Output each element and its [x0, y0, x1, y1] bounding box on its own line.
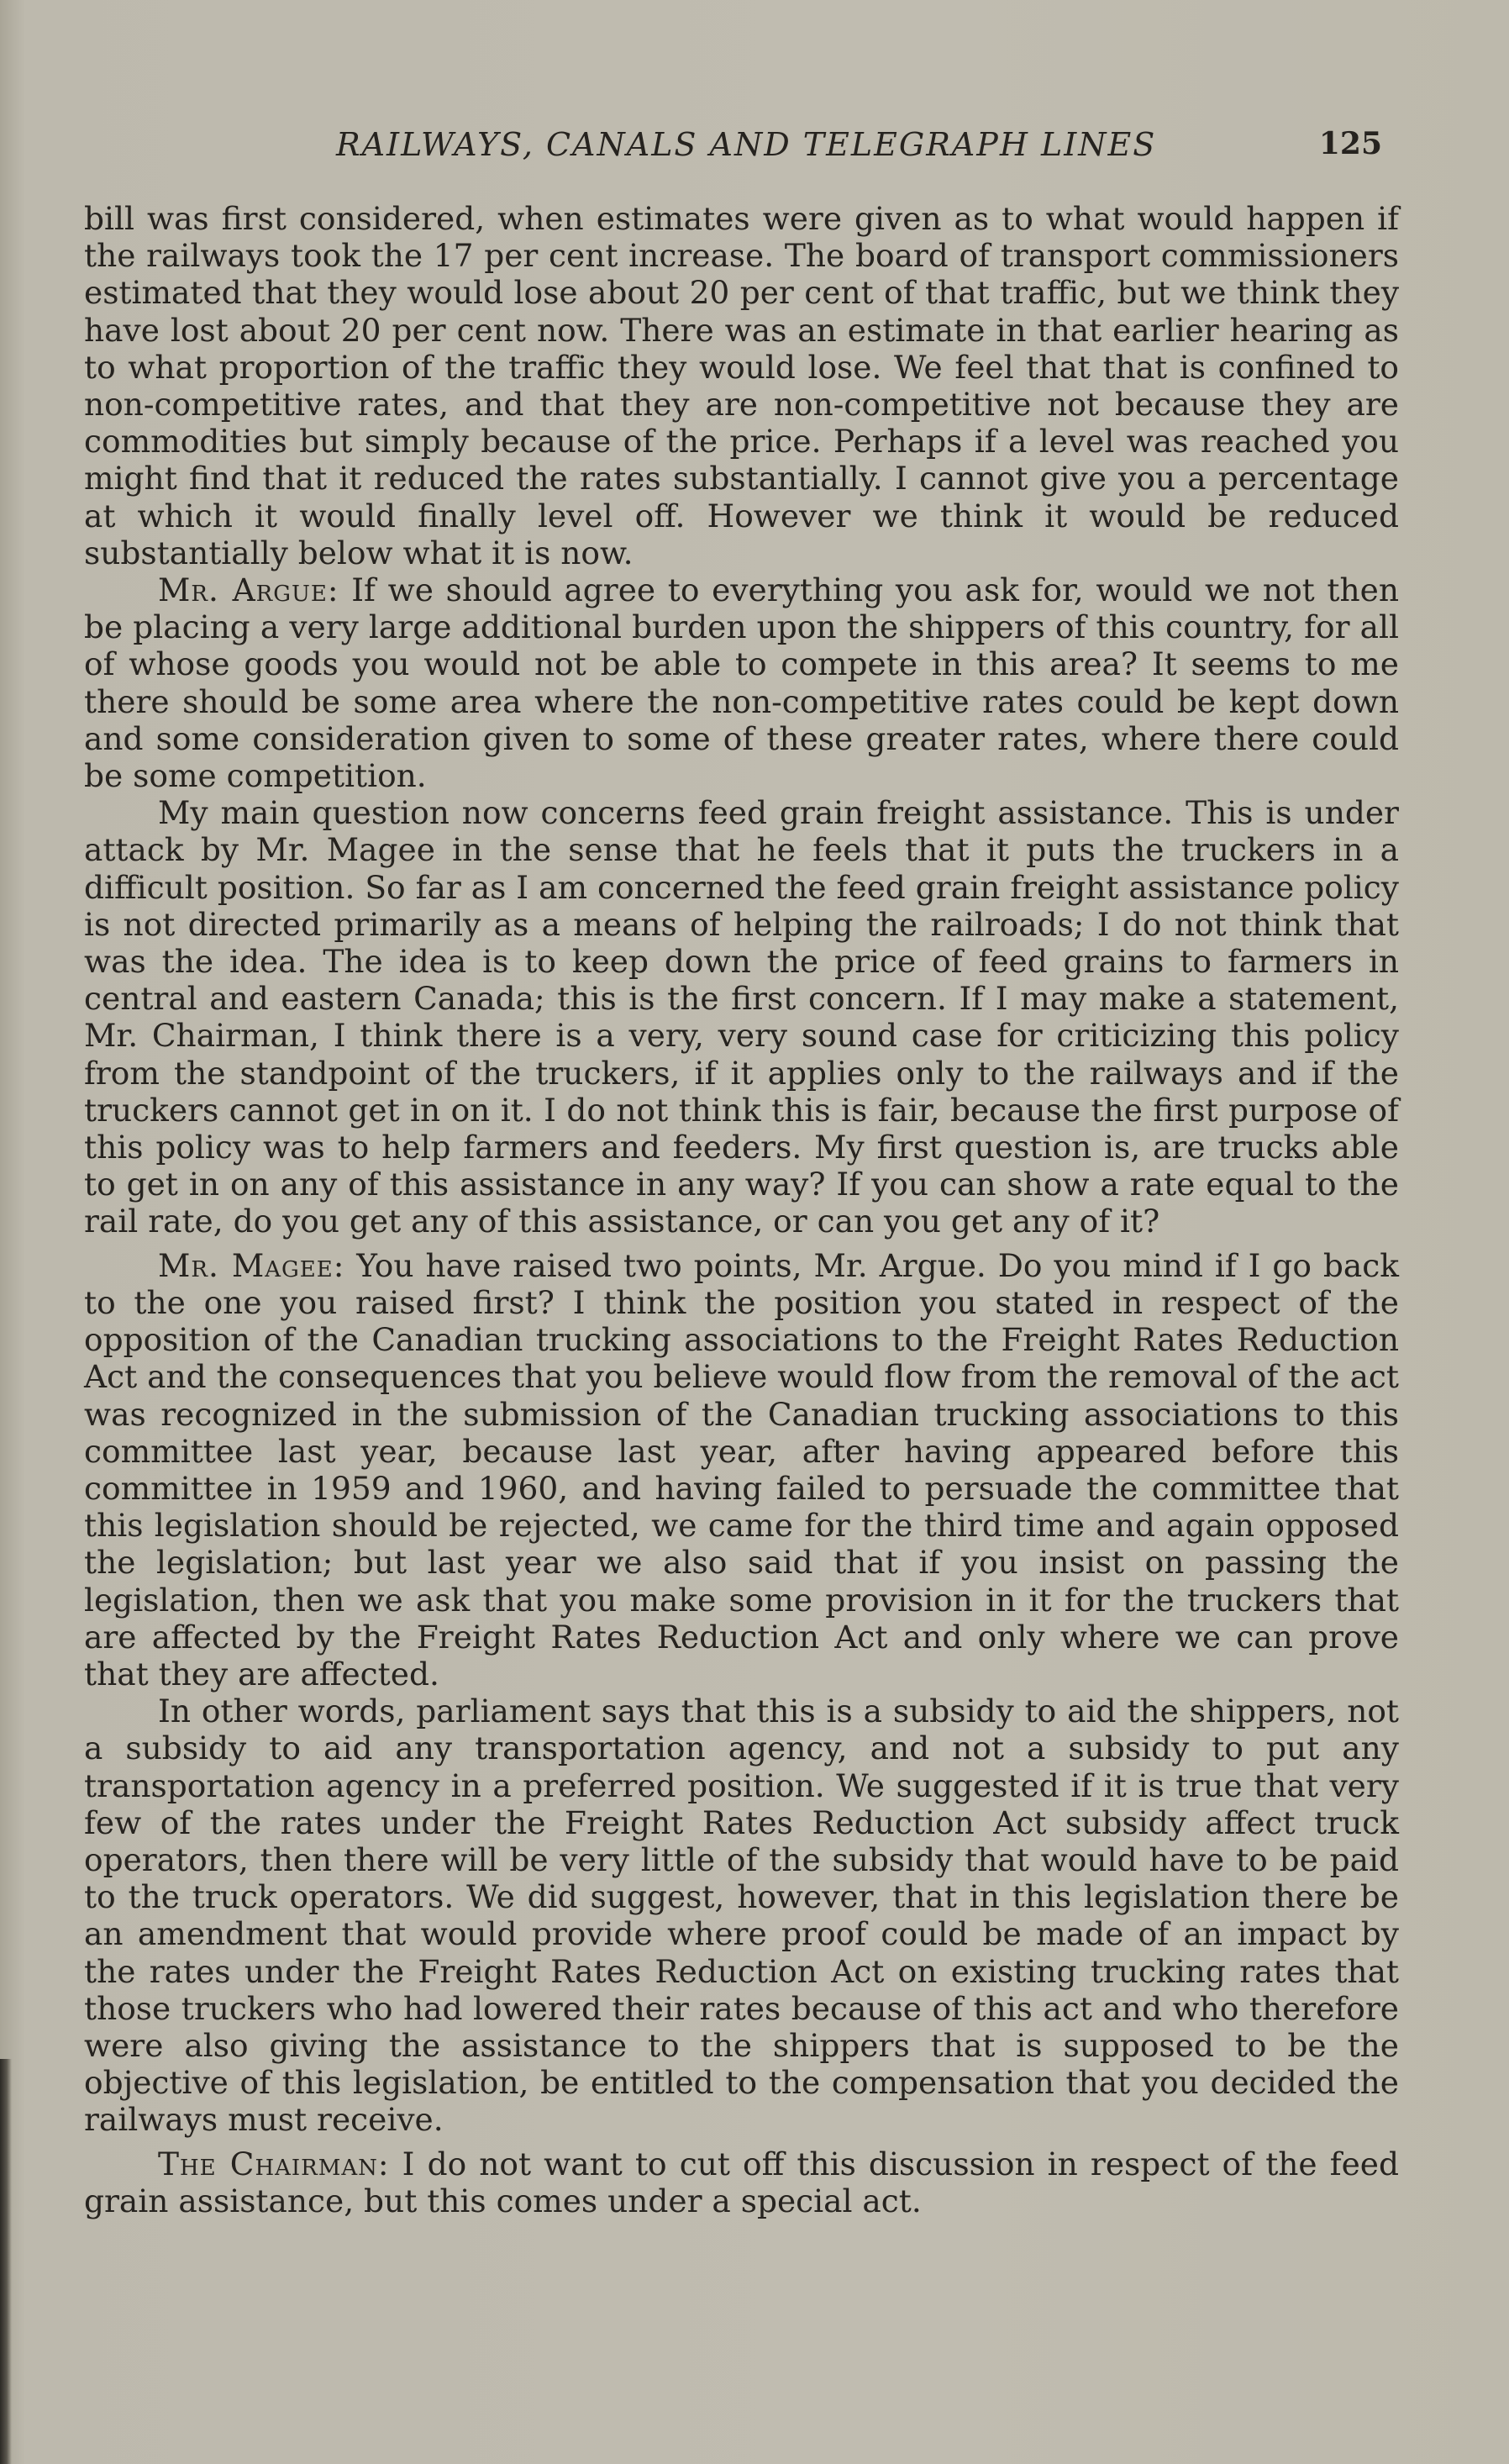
speaker-magee: Mr. Magee: [158, 1246, 345, 1284]
paragraph-text: My main question now concerns feed grain freight assistance. This is under attack by Mr. Magee in the sense that he feels that it puts the truckers in a difficult position. So far as I am concerned the feed grain freight assistance policy is not directed primarily as a means of helping the railroads; I do not think that was the idea. The idea is to keep down the price of feed grains to farmers in central and eastern Canada; this is the first concern. If I may make a statement, Mr. Chairman, I think there is a very, very sound case for criticizing this policy from the standpoint of the truckers, if it applies only to the railways and if the truckers cannot get in on it. I do not think this is fair, because the first purpose of this policy was to help farmers and feeders. My first question is, are trucks able to get in on any of this assistance in any way? If you can show a rate equal to the rail rate, do you get any of this assistance, or can you get any of it? [84, 794, 1399, 1240]
paragraph-text: If we should agree to everything you ask for, would we not then be placing a very large additional burden upon the shippers of this country, for all of whose goods you would not be able to compete in this area? It seems to me there should be some area where the non-competitive rates could be kept down and some consideration given to some of these greater rates, where there could be some competition. [84, 571, 1399, 795]
page-edge-shadow [0, 2059, 12, 2464]
paragraph-text: bill was first considered, when estimates were given as to what would happen if the railways took the 17 per cent increase. The board of transport commissioners estimated that they would lose about 20 per cent of that traffic, but we think they have lost about 20 per cent now. There was an estimate in that earlier hearing as to what proportion of the traffic they would lose. We feel that that is confined to non-competitive rates, and that they are non-competitive not because they are commodities but simply because of the price. Perhaps if a level was reached you might find that it reduced the rates substantially. I cannot give you a percentage at which it would finally level off. However we think it would be reduced substantially below what it is now. [84, 200, 1399, 571]
speaker-argue: Mr. Argue: [158, 571, 339, 609]
page-number: 125 [1318, 126, 1382, 161]
paragraph-6 [84, 2145, 1399, 2219]
paragraph-4 [84, 1247, 1399, 1693]
paragraph-1 [84, 200, 1399, 571]
paragraph-2 [84, 571, 1399, 794]
paragraph-5 [84, 1693, 1399, 2138]
body-text [84, 200, 1399, 2219]
page-header [84, 126, 1395, 173]
paragraph-text: You have raised two points, Mr. Argue. Do you mind if I go back to the one you raised first? I think the position you stated in respect of the opposition of the Canadian trucking associations to the Freight Rates Reduction Act and the consequences that you believe would flow from the removal of the act was recognized in the submission of the Canadian trucking associations to this committee last year, because last year, after having appeared before this committee in 1959 and 1960, and having failed to persuade the committee that this legislation should be rejected, we came for the third time and again opposed the legislation; but last year we also said that if you insist on passing the legislation, then we ask that you make some provision in it for the truckers that are affected by the Freight Rates Reduction Act and only where we can prove that they are affected. [84, 1246, 1399, 1693]
paragraph-text: In other words, parliament says that this is a subsidy to aid the shippers, not a subsidy to aid any transportation agency, and not a subsidy to put any transportation agency in a preferred position. We suggested if it is true that very few of the rates under the Freight Rates Reduction Act subsidy affect truck operators, then there will be very little of the subsidy that would have to be paid to the truck operators. We did suggest, however, that in this legislation there be an amendment that would provide where proof could be made of an impact by the rates under the Freight Rates Reduction Act on existing trucking rates that those truckers who had lowered their rates because of this act and who therefore were also giving the assistance to the shippers that is supposed to be the objective of this legislation, be entitled to the compensation that you decided the railways must receive. [84, 1693, 1399, 2139]
running-head: RAILWAYS, CANALS AND TELEGRAPH LINES [336, 126, 1157, 163]
paragraph-text: I do not want to cut off this discussion in respect of the feed grain assistance, but this comes under a special act. [84, 2145, 1399, 2219]
speaker-chairman: The Chairman: [158, 2145, 390, 2182]
paragraph-3 [84, 794, 1399, 1240]
